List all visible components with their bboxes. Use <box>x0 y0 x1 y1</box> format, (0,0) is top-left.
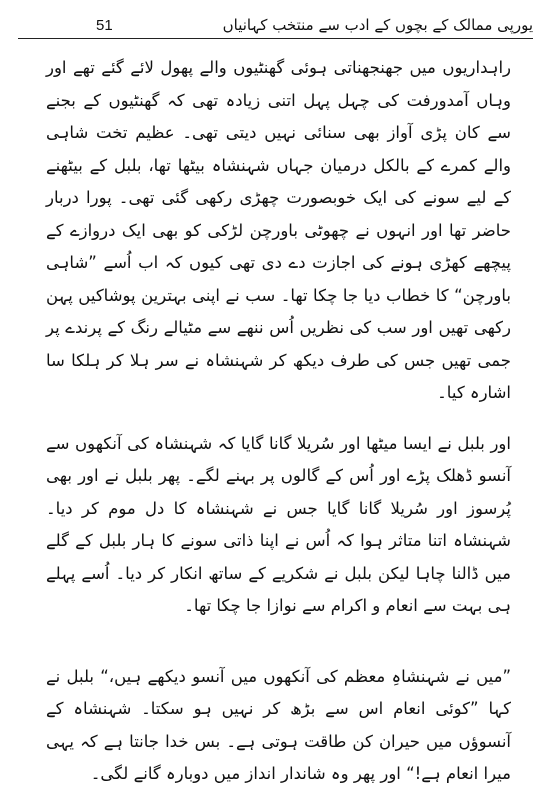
paragraph-nightingale-reply: ”میں نے شہنشاہِ معظم کی آنکھوں میں آنسو دیکھے ہیں،“ بلبل نے کہا ”کوئی انعام اس سے بڑھ کر نہیں ہو سکتا۔ شہنشاہ کے آنسوؤں میں حیران کن طاقت ہوتی ہے۔ بس خدا جانتا ہے کہ یہی میرا انعام ہے!“ اور پھر وہ شاندار انداز میں دوبارہ گانے لگی۔ <box>46 666 511 783</box>
header-divider <box>18 38 533 39</box>
story-text <box>46 52 511 809</box>
page-number: 51 <box>96 17 113 34</box>
paragraph-court-scene: راہداریوں میں جھنجھناتی ہوئی گھنٹیوں والے پھول لائے گئے تھے اور وہاں آمدورفت کی چہل پہل اتنی زیادہ تھی کہ گھنٹیوں کے بجنے سے کان پڑی آواز بھی سنائی نہیں دیتی تھی۔ عظیم تخت شاہی والے کمرے کے بالکل درمیان جہاں شہنشاہ بیٹھا تھا، بلبل کے بیٹھنے کے لیے سونے کی ایک خوبصورت چھڑی رکھی گئی تھی۔ پورا دربار حاضر تھا اور انہوں نے چھوٹی باورچن لڑکی کو بھی ایک دروازے کے پیچھے کھڑی ہونے کی اجازت دے دی تھی کیوں کہ اب اُسے ”شاہی باورچن“ کا خطاب دیا جا چکا تھا۔ سب نے اپنی بہترین پوشاکیں پہن رکھی تھیں اور سب کی نظریں اُس ننھے سے مٹیالے رنگ کے پرندے پر جمی تھیں جس کی طرف دیکھ کر شہنشاہ نے سر ہلا کر ہلکا سا اشارہ کیا۔ <box>46 58 511 402</box>
running-title: یورپی ممالک کے بچوں کے ادب سے منتخب کہانیاں <box>222 16 533 34</box>
paragraph-nightingale-song: اور بلبل نے ایسا میٹھا اور سُریلا گانا گایا کہ شہنشاہ کی آنکھوں سے آنسو ڈھلک پڑے اور اُس کے گالوں پر بہنے لگے۔ پھر بلبل نے اور بھی پُرسوز اور سُریلا گانا گایا جس نے شہنشاہ کا دل موم کر دیا۔ شہنشاہ اتنا متاثر ہوا کہ اُس نے اپنا ذاتی سونے کا ہار بلبل کے گلے میں ڈالنا چاہا لیکن بلبل نے شکریے کے ساتھ انکار کر دیا۔ اُسے پہلے ہی بہت سے انعام و اکرام سے نوازا جا چکا تھا۔ <box>46 433 511 615</box>
page-header <box>18 14 533 38</box>
